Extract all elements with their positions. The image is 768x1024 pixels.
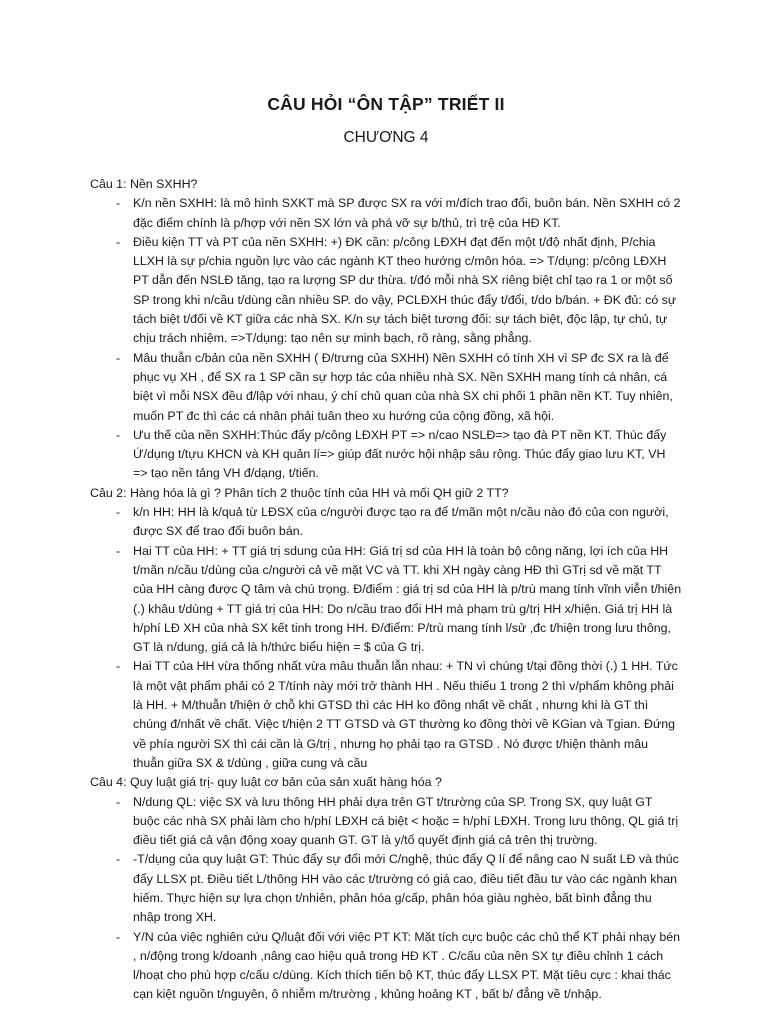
list-item: - Y/N của việc nghiên cứu Q/luật đối với việc PT KT: Mặt tích cực buộc các chủ thể KT phải nhạy bén , n/động trong k/doanh ,nâng cao hiệu quả trong HĐ KT . C/cấu của nền SX tự điều chỉnh 1 cách l/hoạt cho phù hợp c/cấu c/dùng. Kích thích tiến bộ KT, thúc đẩy LLSX PT. Mặt tiêu cực : khai thác cạn kiệt nguồn t/nguyên, ô nhiễm m/trường , khủng hoảng KT , bất b/ đẳng về t/nhập. — [90, 928, 682, 1005]
question-4: Câu 4: Quy luật giá trị- quy luật cơ bản của sản xuất hàng hóa ? — [90, 775, 442, 790]
answer-list-4 — [90, 793, 682, 1005]
list-item: - N/dung QL: việc SX và lưu thông HH phải dựa trên GT t/trường của SP. Trong SX, quy luật GT buộc các nhà SX phải làm cho h/phí LĐXH cá biệt < hoặc = h/phí LĐXH. Trong lưu thông, QL giá trị điều tiết giá cả vận động xoay quanh GT. GT là y/tố quyết định giá cả trên thị trường. — [90, 793, 682, 851]
question-2: Câu 2: Hàng hóa là gì ? Phân tích 2 thuộc tính của HH và mối QH giữ 2 TT? — [90, 485, 509, 500]
list-item: - k/n HH: HH là k/quả từ LĐSX của c/người được tạo ra để t/mãn một n/cầu nào đó của con người, được SX để trao đổi buôn bán. — [90, 503, 682, 542]
list-item: - -T/dụng của quy luật GT: Thúc đẩy sự đổi mới C/nghệ, thúc đẩy Q lí để nâng cao N suất LĐ và thúc đẩy LLSX pt. Điều tiết L/thông HH vào các t/trường có giá cao, điều tiết đầu tư vào các ngành khan hiếm. Thực hiện sự lựa chọn t/nhiên, phân hóa g/cấp, phân hóa giàu nghèo, bất bình đẳng thu nhập trong XH. — [90, 850, 682, 927]
chapter-heading: CHƯƠNG 4 — [343, 129, 429, 146]
list-item: - K/n nền SXHH: là mô hình SXKT mà SP được SX ra với m/đích trao đổi, buôn bán. Nền SXHH có 2 đặc điểm chính là p/hợp với nền SX lớn và phá vỡ sự b/thủ, trì trệ của HĐ KT. — [90, 194, 682, 233]
list-item: - Ưu thế của nền SXHH:Thúc đẩy p/công LĐXH PT => n/cao NSLĐ=> tạo đà PT nền KT. Thúc đẩy Ứ/dụng t/tựu KHCN và KH quản lí=> giúp đất nước hội nhập sâu rộng. Thúc đẩy giao lưu KT, VH => tạo nền tảng VH đ/dạng, t/tiến. — [90, 426, 682, 484]
answer-list-2 — [90, 503, 682, 773]
list-item: - Điều kiện TT và PT của nền SXHH: +) ĐK cần: p/công LĐXH đạt đến một t/độ nhất định, P/chia LLXH là sự p/chia nguồn lực vào các ngành KT theo hướng c/môn hóa. => T/dụng: p/công LĐXH PT dẫn đến NSLĐ tăng, tạo ra lượng SP dư thừa. t/đó mỗi nhà SX riêng biệt chỉ tạo ra 1 or một số SP trong khi n/cầu t/dùng cần nhiều SP. do vậy, PCLĐXH thúc đẩy t/đổi, t/do b/bán. + ĐK đủ: có sự tách biệt t/đối về KT giữa các nhà SX. K/n sự tách biệt tương đối: sự tách biệt, độc lập, tự chủ, tự chịu trách nhiệm. =>T/dụng: tạo nên sự minh bạch, rõ ràng, sằng phẳng. — [90, 233, 682, 349]
list-item: - Mâu thuẫn c/bản của nền SXHH ( Đ/trưng của SXHH) Nền SXHH có tính XH vì SP đc SX ra là để phục vụ XH , để SX ra 1 SP cần sự hợp tác của nhiều nhà SX. Nền SXHH mang tính cá nhân, cá biệt vì mỗi NSX đều đ/lập với nhau, ý chí chủ quan của nhà SX chi phối 1 phần nền KT. Tuy nhiên, muốn PT đc thì các cá nhân phải tuân theo xu hướng của cộng đồng, xã hội. — [90, 349, 682, 426]
document-body — [90, 175, 682, 1005]
list-item: - Hai TT của HH vừa thống nhất vừa mâu thuẫn lẫn nhau: + TN vì chúng t/tại đồng thời (.) 1 HH. Tức là một vật phẩm phải có 2 T/tính này mới trở thành HH . Nếu thiếu 1 trong 2 thì v/phẩm không phải là HH. + M/thuẫn t/hiện ở chỗ khi GTSD thì các HH ko đồng nhất về chất , nhưng khi là GT thì chúng đ/nhất về chất. Việc t/hiện 2 TT GTSD và GT thường ko đồng thời về KGian và Tgian. Đứng về phía người SX thì cái cần là G/trị , nhưng họ phải tạo ra GTSD . Nó được t/hiện thành mâu thuẫn giữa SX & t/dùng , giữa cung và cầu — [90, 657, 682, 773]
list-item: - Hai TT của HH: + TT giá trị sdung của HH: Giá trị sd của HH là toàn bộ công năng, lợi ích của HH t/mãn n/cầu t/dùng của c/người cả về mặt VC và TT. khi XH ngày càng HĐ thì GTrị sd về mặt TT của HH càng được Q tâm và chú trọng. Đ/điểm : giá trị sd của HH là p/trù mang tính vĩnh viễn t/hiện (.) khâu t/dùng + TT giá trị của HH: Do n/cầu trao đổi HH mà phạm trù g/trị HH x/hiện. Giá trị HH là h/phí LĐ XH của nhà SX kết tinh trong HH. Đ/điểm: P/trù mang tính l/sử ,đc t/hiện trong lưu thông, GT là n/dung, giá cả là h/thức biểu hiện = $ của G trị. — [90, 542, 682, 658]
question-1: Câu 1: Nền SXHH? — [90, 177, 198, 191]
answer-list-1 — [90, 194, 682, 483]
document-title: CÂU HỎI “ÔN TẬP” TRIẾT II — [267, 94, 505, 114]
